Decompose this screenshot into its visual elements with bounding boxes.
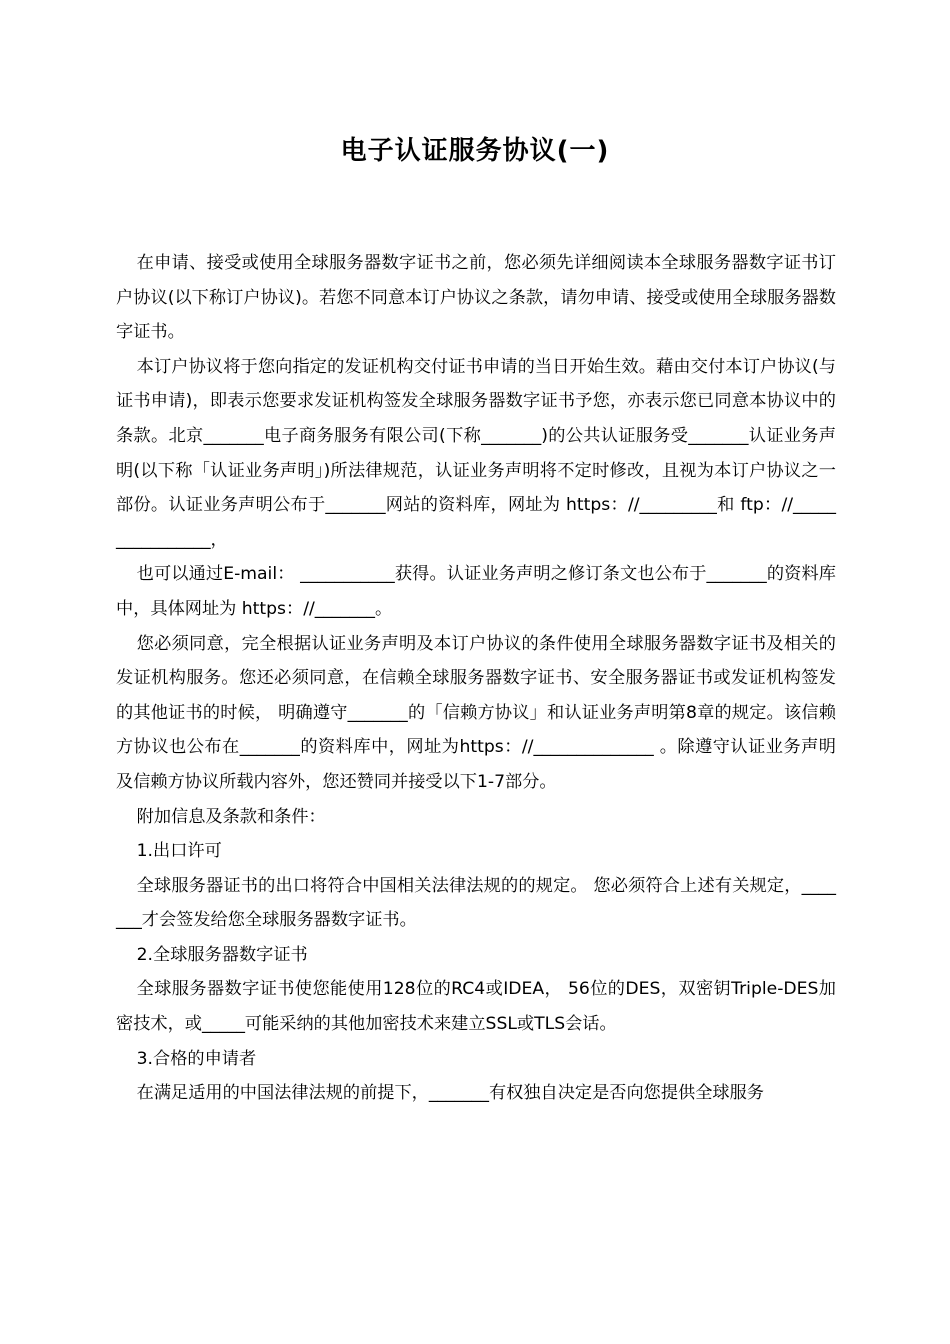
section-heading-eligible-applicant: 3.合格的申请者 — [136, 1048, 257, 1069]
paragraph-effective-date: 本订户协议将于您向指定的发证机构交付证书申请的当日开始生效。藉由交付本订户协议(与证书申请)，即表示您要求发证机构签发全球服务器数字证书予您，亦表示您已同意本协议中的条款。北京_______电子商务服务有限公司(下称_______)的公共认证服务受_______认证业务声明(以下称「认证业务声明」)所法律规范，认证业务声明将不定时修改，且视为本订户协议之一部份。认证业务声明公布于_______网站的资料库，网址为 https：//_________和 ftp：//________________， — [116, 356, 836, 550]
paragraph-eligible-applicant: 在满足适用的中国法律法规的前提下，_______有权独自决定是否向您提供全球服务 — [136, 1083, 764, 1104]
paragraph-email-repository: 也可以通过E-mail： ___________获得。认证业务声明之修订条文也公布于_______的资料库中，具体网址为 https：//_______。 — [116, 564, 836, 619]
paragraph-additional-info-heading: 附加信息及条款和条件： — [136, 806, 326, 827]
paragraph-server-certificate: 全球服务器数字证书使您能使用128位的RC4或IDEA， 56位的DES，双密钥Triple-DES加密技术，或_____可能采纳的其他加密技术来建立SSL或TLS会话。 — [116, 979, 836, 1035]
paragraph-intro: 在申请、接受或使用全球服务器数字证书之前，您必须先详细阅读本全球服务器数字证书订户协议(以下称订户协议)。若您不同意本订户协议之条款，请勿申请、接受或使用全球服务器数字证书。 — [116, 253, 836, 343]
paragraph-agreement-terms: 您必须同意，完全根据认证业务声明及本订户协议的条件使用全球服务器数字证书及相关的发证机构服务。您还必须同意，在信赖全球服务器数字证书、安全服务器证书或发证机构签发的其他证书的时候， 明确遵守_______的「信赖方协议」和认证业务声明第8章的规定。该信赖方协议也公布在_______的资料库中，网址为https：//______________ 。除遵守认证业务声明及信赖方协议所载内容外，您还赞同并接受以下1-7部分。 — [116, 633, 836, 792]
section-heading-server-certificate: 2.全球服务器数字证书 — [136, 944, 308, 965]
section-heading-export-license: 1.出口许可 — [136, 841, 222, 862]
paragraph-export-license: 全球服务器证书的出口将符合中国相关法律法规的的规定。 您必须符合上述有关规定，_______才会签发给您全球服务器数字证书。 — [116, 875, 836, 931]
document-title: 电子认证服务协议(一) — [340, 136, 610, 166]
document-body — [116, 246, 836, 1111]
